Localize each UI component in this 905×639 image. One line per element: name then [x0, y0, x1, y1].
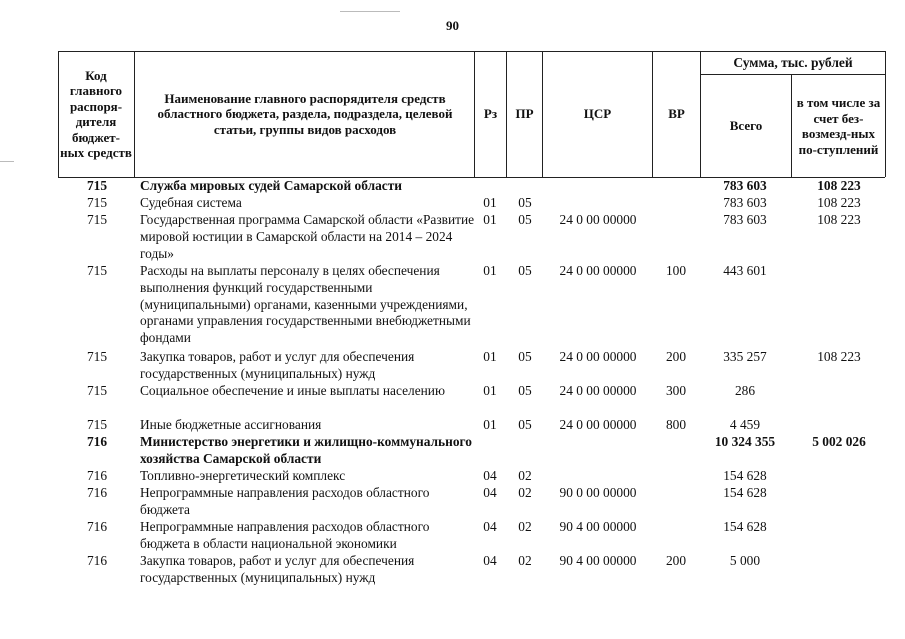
- cell-rz: 01: [483, 383, 497, 398]
- cell-free: 108 223: [817, 178, 861, 193]
- cell-rz: 01: [483, 417, 497, 432]
- cell-name: Закупка товаров, работ и услуг для обеспечения государственных (муниципальных) нужд: [140, 553, 415, 585]
- cell-code: 716: [86, 434, 108, 449]
- cell-total: 783 603: [723, 212, 767, 227]
- cell-pr: 05: [518, 349, 532, 364]
- cell-csr: 24 0 00 00000: [559, 417, 637, 432]
- header-sum-divider: [700, 74, 885, 75]
- cell-name: Государственная программа Самарской области «Развитие мировой юстиции в Самарской области на 2014 – 2024 годы»: [140, 212, 475, 261]
- cell-vr: 200: [665, 349, 687, 364]
- cell-name: Расходы на выплаты персоналу в целях обеспечения выполнения функций государственными (муниципальными) органами, казенными учреждениями, органами управления государственными внебюджетными фондами: [140, 263, 471, 346]
- cell-code: 716: [86, 468, 108, 483]
- cell-code: 715: [86, 349, 108, 364]
- header-vr: ВР: [668, 106, 685, 122]
- cell-csr: 24 0 00 00000: [559, 349, 637, 364]
- scan-artifact-line: [0, 161, 14, 162]
- header-code: Код главного распоря-дителя бюджет-ных средств: [60, 67, 132, 160]
- cell-name: Иные бюджетные ассигнования: [140, 417, 322, 432]
- header-name: Наименование главного распорядителя средств областного бюджета, раздела, подраздела, целевой статьи, группы видов расходов: [157, 90, 453, 137]
- header-rz: Рз: [483, 106, 498, 122]
- cell-pr: 05: [518, 383, 532, 398]
- cell-rz: 01: [483, 349, 497, 364]
- cell-pr: 02: [518, 553, 532, 568]
- cell-pr: 02: [518, 519, 532, 534]
- cell-name: Судебная система: [140, 195, 242, 210]
- cell-pr: 02: [518, 468, 532, 483]
- cell-total: 4 459: [729, 417, 761, 432]
- cell-pr: 05: [518, 417, 532, 432]
- scan-artifact-line: [340, 11, 400, 12]
- cell-name: Топливно-энергетический комплекс: [140, 468, 346, 483]
- header-free: в том числе за счет без-возмезд-ных по-ступлений: [796, 95, 881, 157]
- cell-total: 154 628: [723, 485, 767, 500]
- header-border-right: [885, 51, 886, 177]
- cell-name: Социальное обеспечение и иные выплаты населению: [140, 383, 445, 398]
- header-csr: ЦСР: [583, 106, 612, 122]
- cell-code: 715: [86, 195, 108, 210]
- cell-rz: 04: [483, 553, 497, 568]
- cell-name: Непрограммные направления расходов областного бюджета: [140, 485, 430, 517]
- cell-total: 5 000: [729, 553, 761, 568]
- cell-code: 715: [86, 417, 108, 432]
- cell-code: 715: [86, 263, 108, 278]
- cell-pr: 02: [518, 485, 532, 500]
- cell-total: 783 603: [723, 178, 767, 193]
- cell-free: 108 223: [817, 195, 861, 210]
- cell-vr: 800: [665, 417, 687, 432]
- cell-pr: 05: [518, 212, 532, 227]
- cell-rz: 01: [483, 195, 497, 210]
- cell-code: 716: [86, 485, 108, 500]
- cell-name: Министерство энергетики и жилищно-коммунального хозяйства Самарской области: [140, 434, 472, 466]
- cell-csr: 24 0 00 00000: [559, 212, 637, 227]
- cell-total: 783 603: [723, 195, 767, 210]
- cell-csr: 90 0 00 00000: [559, 485, 637, 500]
- cell-code: 716: [86, 519, 108, 534]
- cell-total: 10 324 355: [714, 434, 776, 449]
- cell-code: 715: [86, 383, 108, 398]
- cell-rz: 01: [483, 212, 497, 227]
- header-border-left: [58, 51, 59, 177]
- cell-free: 108 223: [817, 212, 861, 227]
- cell-name: Непрограммные направления расходов областного бюджета в области национальной экономики: [140, 519, 430, 551]
- cell-name: Служба мировых судей Самарской области: [140, 178, 403, 193]
- cell-vr: 200: [665, 553, 687, 568]
- page-number: 90: [446, 18, 459, 33]
- cell-code: 716: [86, 553, 108, 568]
- cell-rz: 04: [483, 519, 497, 534]
- cell-rz: 01: [483, 263, 497, 278]
- cell-csr: 90 4 00 00000: [559, 519, 637, 534]
- cell-total: 154 628: [723, 519, 767, 534]
- cell-code: 715: [86, 212, 108, 227]
- header-total: Всего: [729, 118, 763, 134]
- cell-total: 443 601: [723, 263, 767, 278]
- cell-code: 715: [86, 178, 108, 193]
- cell-total: 154 628: [723, 468, 767, 483]
- cell-name: Закупка товаров, работ и услуг для обеспечения государственных (муниципальных) нужд: [140, 349, 415, 381]
- cell-vr: 300: [665, 383, 687, 398]
- cell-total: 335 257: [723, 349, 767, 364]
- cell-csr: 24 0 00 00000: [559, 383, 637, 398]
- cell-free: 5 002 026: [812, 434, 866, 449]
- header-border-code-name: [134, 51, 135, 177]
- cell-csr: 90 4 00 00000: [559, 553, 637, 568]
- header-sum: Сумма, тыс. рублей: [733, 55, 853, 71]
- cell-total: 286: [734, 383, 756, 398]
- cell-free: 108 223: [817, 349, 861, 364]
- header-pr: ПР: [515, 106, 534, 122]
- cell-rz: 04: [483, 485, 497, 500]
- cell-pr: 05: [518, 195, 532, 210]
- cell-rz: 04: [483, 468, 497, 483]
- cell-vr: 100: [665, 263, 687, 278]
- cell-csr: 24 0 00 00000: [559, 263, 637, 278]
- cell-pr: 05: [518, 263, 532, 278]
